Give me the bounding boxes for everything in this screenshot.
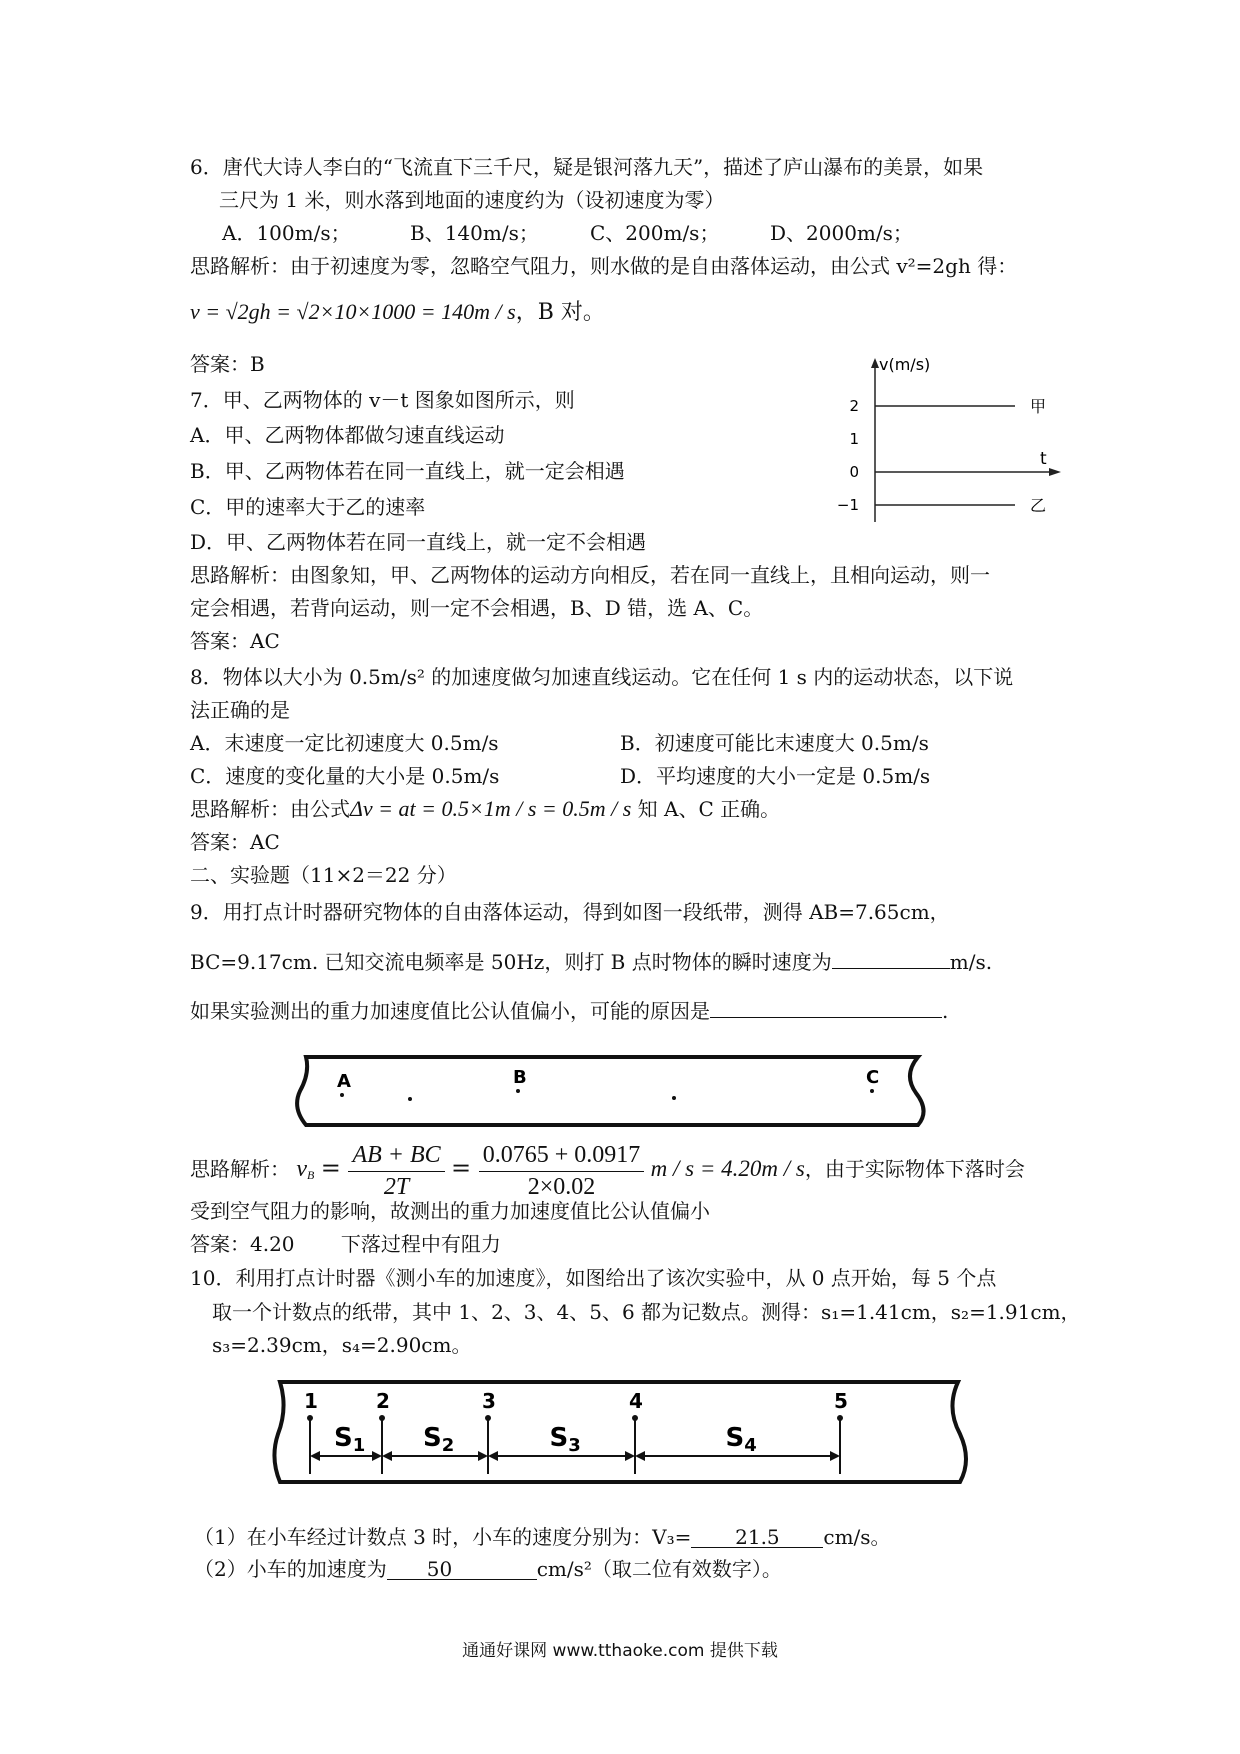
q10-sub1-unit: cm/s。 — [823, 1525, 891, 1549]
tape-label-b: B — [513, 1067, 527, 1088]
tape-point-label: 1 — [304, 1389, 318, 1413]
q9-frac2-den: 2×0.02 — [527, 1174, 596, 1200]
series-label: 乙 — [1030, 496, 1047, 515]
tape-dot-a — [340, 1093, 344, 1097]
arrow-head — [478, 1451, 488, 1461]
q7-option-c: C．甲的速率大于乙的速率 — [190, 495, 426, 519]
q9-analysis-label: 思路解析： — [190, 1157, 290, 1181]
q8-line2: 法正确的是 — [190, 698, 290, 722]
q10-sub2 — [194, 1555, 782, 1583]
tape-label-c: C — [866, 1067, 880, 1088]
arrow-head — [635, 1451, 645, 1461]
q9-paper-tape — [288, 1053, 948, 1129]
q10-sub1-answer: 21.5 — [691, 1523, 823, 1548]
tape-point-label: 2 — [376, 1389, 390, 1413]
y-tick-label: −1 — [836, 496, 859, 514]
q9-line2-unit: m/s. — [949, 950, 993, 974]
q7-option-a: A．甲、乙两物体都做匀速直线运动 — [190, 423, 505, 447]
q9-answer: 答案：4.20 下落过程中有阻力 — [190, 1232, 501, 1256]
q10-sub2-answer: 50 — [387, 1555, 537, 1580]
tape-point-label: 4 — [629, 1389, 643, 1413]
y-tick-label: 1 — [849, 430, 859, 448]
q10-sub1 — [194, 1523, 891, 1551]
y-axis-arrow — [871, 358, 879, 368]
arrow-head — [625, 1451, 635, 1461]
q6-option-b: B、140m/s； — [410, 221, 539, 245]
q8-analysis — [190, 795, 780, 823]
tape-label-a: A — [337, 1071, 351, 1092]
q10-line1: 10．利用打点计时器《测小车的加速度》，如图给出了该次实验中，从 0 点开始，每 5 个点 — [190, 1266, 997, 1290]
tape-point-label: 5 — [834, 1389, 848, 1413]
q6-line2: 三尺为 1 米，则水落到地面的速度约为（设初速度为零） — [219, 188, 725, 212]
q10-line2: 取一个计数点的纸带，其中 1、2、3、4、5、6 都为记数点。测得：s₁=1.41cm，s₂=1.91cm， — [212, 1300, 1081, 1324]
section-2-title: 二、实验题（11×2＝22 分） — [190, 863, 457, 887]
q8-analysis-formula: Δv = at = 0.5×1m / s = 0.5m / s — [350, 796, 632, 821]
q9-frac1-den: 2T — [383, 1174, 410, 1200]
q9-frac1-num: AB + BC — [348, 1139, 444, 1172]
q9-line1: 9．用打点计时器研究物体的自由落体运动，得到如图一段纸带，测得 AB=7.65cm， — [190, 900, 950, 924]
q8-line1: 8．物体以大小为 0.5m/s² 的加速度做匀加速直线运动。它在任何 1 s 内的运动状态，以下说 — [190, 665, 1014, 689]
q8-analysis-post: 知 A、C 正确。 — [637, 797, 781, 821]
tape-dot — [408, 1097, 412, 1101]
arrow-head — [382, 1451, 392, 1461]
q10-sub2-unit: cm/s²（取二位有效数字）。 — [536, 1557, 782, 1581]
q6-analysis: 思路解析：由于初速度为零，忽略空气阻力，则水做的是自由落体运动，由公式 v²=2gh 得： — [190, 254, 1018, 278]
tape-point-label: 3 — [482, 1389, 496, 1413]
arrow-head — [310, 1451, 320, 1461]
arrow-head — [830, 1451, 840, 1461]
q8-answer: 答案：AC — [190, 830, 280, 854]
page-footer: 通通好课网 www.tthaoke.com 提供下载 — [462, 1641, 778, 1661]
q7-answer: 答案：AC — [190, 629, 280, 653]
q6-option-d: D、2000m/s； — [770, 221, 913, 245]
q9-analysis-result: m / s = 4.20m / s — [650, 1156, 805, 1181]
x-axis-arrow — [1049, 468, 1061, 476]
q8-option-d: D．平均速度的大小一定是 0.5m/s — [620, 764, 931, 788]
q9-vb-sub: B — [307, 1168, 315, 1182]
q8-option-b: B．初速度可能比末速度大 0.5m/s — [620, 731, 929, 755]
q9-analysis-line2: 受到空气阻力的影响，故测出的重力加速度值比公认值偏小 — [190, 1199, 710, 1223]
q6-option-a: A．100m/s； — [222, 221, 351, 245]
y-tick-label: 2 — [849, 397, 859, 415]
x-axis-label: t — [1040, 449, 1047, 469]
tape-dot-c — [870, 1089, 874, 1093]
arrow-head — [372, 1451, 382, 1461]
tape-dot — [672, 1096, 676, 1100]
q10-sub2-text: （2）小车的加速度为 — [194, 1557, 387, 1581]
q10-line3: s₃=2.39cm，s₄=2.90cm。 — [212, 1333, 472, 1357]
y-tick-label: 0 — [849, 463, 859, 481]
q6-option-c: C、200m/s； — [590, 221, 720, 245]
series-label: 甲 — [1030, 397, 1047, 416]
q8-analysis-pre: 思路解析：由公式 — [190, 797, 350, 821]
q9-line2-text: BC=9.17cm. 已知交流电频率是 50Hz，则打 B 点时物体的瞬时速度为 — [190, 950, 832, 974]
y-axis-label: v(m/s) — [879, 355, 931, 374]
q6-line1: 6．唐代大诗人李白的“飞流直下三千尺，疑是银河落九天”，描述了庐山瀑布的美景，如果 — [190, 155, 984, 179]
q9-line3-end: . — [942, 999, 949, 1023]
segment-label: S2 — [423, 1423, 455, 1456]
arrow-head — [488, 1451, 498, 1461]
q10-sub1-text: （1）在小车经过计数点 3 时，小车的速度分别为：V₃= — [194, 1525, 692, 1549]
tape-dot-b — [516, 1089, 520, 1093]
q9-line3 — [190, 995, 948, 1025]
q8-option-c: C．速度的变化量的大小是 0.5m/s — [190, 764, 500, 788]
q7-option-d: D．甲、乙两物体若在同一直线上，就一定不会相遇 — [190, 530, 647, 554]
q9-analysis-tail: ，由于实际物体下落时会 — [804, 1157, 1025, 1181]
segment-label: S1 — [334, 1423, 366, 1456]
q10-paper-tape — [268, 1378, 974, 1486]
q9-line2 — [190, 946, 992, 976]
q9-vb — [296, 1156, 314, 1182]
q9-fraction-1 — [348, 1139, 444, 1202]
q9-velocity-blank — [832, 946, 950, 969]
q9-analysis: 思路解析： $v_B$ = $\frac{AB + BC}{2T}$ = $\frac{0.0765 + 0.0917}{2\times 0.02}$ m / s = 4.20m / s，由于实际物体下落时会 — [190, 1132, 1025, 1204]
q9-fraction-2 — [479, 1139, 645, 1202]
q9-vb-symbol: v — [296, 1156, 308, 1182]
q6-formula: v = √2gh = √2×10×1000 = 140m / s — [190, 299, 516, 324]
segment-label: S3 — [549, 1423, 581, 1456]
q9-line3-text: 如果实验测出的重力加速度值比公认值偏小，可能的原因是 — [190, 999, 710, 1023]
q6-formula-line — [190, 298, 605, 327]
q9-reason-blank — [710, 995, 942, 1018]
q9-frac2-num: 0.0765 + 0.0917 — [479, 1139, 645, 1172]
q7-stem: 7．甲、乙两物体的 v－t 图象如图所示，则 — [190, 388, 575, 412]
q6-formula-tail: ，B 对。 — [515, 300, 605, 325]
q6-answer: 答案：B — [190, 352, 265, 376]
q7-option-b: B．甲、乙两物体若在同一直线上，就一定会相遇 — [190, 459, 625, 483]
tape-outline — [297, 1057, 923, 1125]
q8-option-a: A．末速度一定比初速度大 0.5m/s — [190, 731, 499, 755]
q7-vt-graph — [835, 352, 1075, 527]
q7-analysis1: 思路解析：由图象知，甲、乙两物体的运动方向相反，若在同一直线上，且相向运动，则一 — [190, 563, 990, 587]
segment-label: S4 — [725, 1423, 757, 1456]
q7-analysis2: 定会相遇，若背向运动，则一定不会相遇，B、D 错，选 A、C。 — [190, 596, 764, 620]
